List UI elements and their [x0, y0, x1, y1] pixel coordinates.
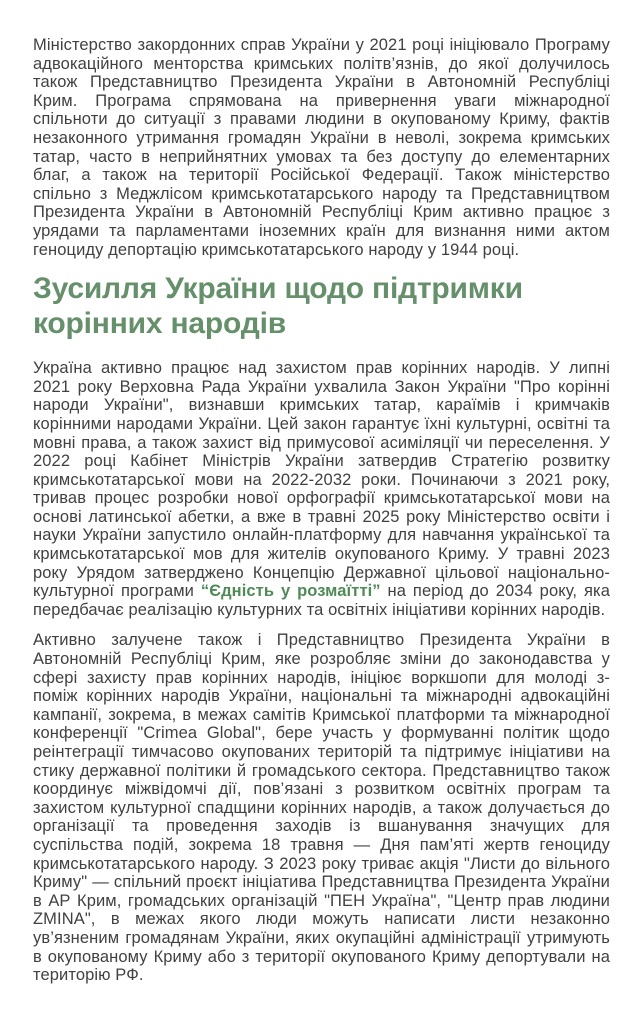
program-name-highlight: “Єдність у розмаїтті”: [200, 582, 381, 601]
paragraph-mfa-mentorship-program: Міністерство закордонних справ України у 2021 році ініціювало Програму адвокаційного менторства кримських політв’язнів, до якої долучилось також Представництво Президента України в Автономній Республіці Крим. Програма спрямована на привернення уваги міжнародної спільноти до ситуації з правами людини в окупованому Криму, фактів незаконного утримання громадян України в неволі, зокрема кримських татар, часто в неприйнятних умовах та без доступу до елементарних благ, а також на території Російської Федерації. Також міністерство спільно з Меджлісом кримськотатарського народу та Представництвом Президента України в Автономній Республіці Крим активно працює з урядами та парламентами іноземних країн для визнання ними актом геноциду депортацію кримськотатарського народу у 1944 році.: [33, 36, 610, 259]
paragraph-ukraine-efforts-text-before: Україна активно працює над захистом прав корінних народів. У липні 2021 року Верховна Рада України ухвалила Закон України "Про корінні народи України", визнавши кримських татар, караїмів і кримчаків корінними народами України. Цей закон гарантує їхні культурні, освітні та мовні права, а також захист від примусової асиміляції чи переселення. У 2022 році Кабінет Міністрів України затвердив Стратегію розвитку кримськотатарської мови на 2022-2032 роки. Починаючи з 2021 року, тривав процес розробки нової орфографії кримськотатарської мови на основі латинської абетки, а вже в травні 2025 року Міністерство освіти і науки України запустило онлайн-платформу для навчання української та кримськотатарської мов для жителів окупованого Криму. У травні 2023 року Урядом затверджено Концепцію Державної цільової національно-культурної програми: [33, 359, 610, 601]
paragraph-ukraine-efforts-text-after: на період до 2034 року, яка передбачає реалізацію культурних та освітніх ініціативи корінних народів.: [33, 582, 610, 619]
paragraph-ukraine-efforts: [33, 359, 610, 619]
section-heading-ukraine-efforts: Зусилля України щодо підтримки корінних народів: [33, 272, 523, 341]
paragraph-representation-activities: Активно залучене також і Представництво Президента України в Автономній Республіці Крим, яке розробляє зміни до законодавства у сфері захисту прав корінних народів, ініціює воркшопи для молоді з-поміж корінних народів України, національні та міжнародні адвокаційні кампанії, зокрема, в межах самітів Кримської платформи та міжнародної конференції "Crimea Global", бере участь у формуванні політик щодо реінтеграції тимчасово окупованих територій та підтримує ініціативи на стику державної політики й громадського сектора. Представництво також координує міжвідомчі дії, пов’язані з розвитком освітніх програм та захистом культурної спадщини корінних народів, а також долучається до організації та проведення заходів із вшанування значущих для суспільства подій, зокрема 18 травня — Дня пам’яті жертв геноциду кримськотатарського народу. З 2023 року триває акція "Листи до вільного Криму" — спільний проєкт ініціатива Представництва Президента України в АР Крим, громадських організацій "ПЕН Україна", "Центр прав людини ZMINA", в межах якого люди можуть написати листи незаконно ув’язненим громадянам України, яких окупаційні адміністрації утримують в окупованому Криму або з території окупованого Криму депортували на територію РФ.: [33, 631, 610, 985]
